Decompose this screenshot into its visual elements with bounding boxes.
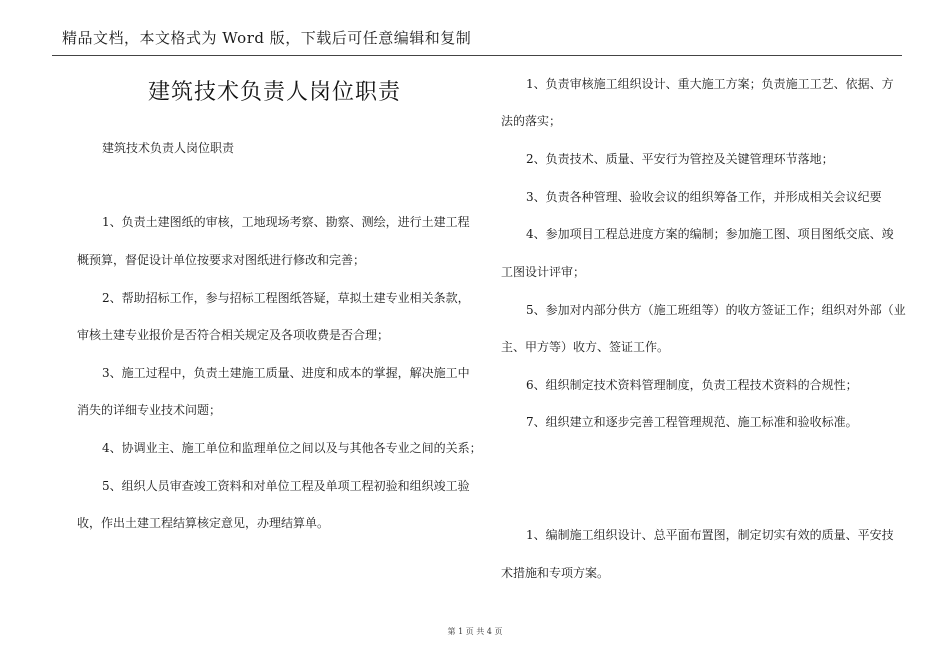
paragraph-line: 1、编制施工组织设计、总平面布置图，制定切实有效的质量、平安技 (526, 528, 894, 542)
paragraph-line: 主、甲方等）收方、签证工作。 (501, 340, 670, 354)
paragraph-line: 5、组织人员审查竣工资料和对单位工程及单项工程初验和组织竣工验 (102, 479, 470, 493)
paragraph-line: 工图设计评审； (501, 265, 586, 279)
paragraph-line: 7、组织建立和逐步完善工程管理规范、施工标准和验收标准。 (526, 415, 858, 429)
paragraph-line: 概预算，督促设计单位按要求对图纸进行修改和完善； (77, 253, 366, 267)
paragraph-line: 4、参加项目工程总进度方案的编制；参加施工图、项目图纸交底、竣 (526, 227, 894, 241)
document-subtitle: 建筑技术负责人岗位职责 (102, 141, 235, 155)
paragraph-line: 1、负责土建图纸的审核，工地现场考察、勘察、测绘，进行土建工程 (102, 215, 470, 229)
paragraph-line: 2、帮助招标工作，参与招标工程图纸答疑，草拟土建专业相关条款， (102, 291, 470, 305)
right-column (501, 0, 906, 672)
paragraph-line: 6、组织制定技术资料管理制度，负责工程技术资料的合规性； (526, 378, 858, 392)
paragraph-line: 2、负责技术、质量、平安行为管控及关键管理环节落地； (526, 152, 834, 166)
paragraph-line: 4、协调业主、施工单位和监理单位之间以及与其他各专业之间的关系； (102, 441, 482, 455)
page-number: 第 1 页 共 4 页 (447, 627, 503, 636)
paragraph-line: 3、施工过程中，负责土建施工质量、进度和成本的掌握，解决施工中 (102, 366, 470, 380)
paragraph-line: 法的落实； (501, 114, 562, 128)
paragraph-line: 消失的详细专业技术问题； (77, 403, 222, 417)
paragraph-line: 术措施和专项方案。 (501, 566, 610, 580)
paragraph-line: 3、负责各种管理、验收会议的组织筹备工作，并形成相关会议纪要 (526, 190, 882, 204)
paragraph-line: 收，作出土建工程结算核定意见，办理结算单。 (77, 516, 330, 530)
paragraph-line: 5、参加对内部分供方（施工班组等）的收方签证工作；组织对外部（业 (526, 303, 906, 317)
paragraph-line: 审核土建专业报价是否符合相关规定及各项收费是否合理； (77, 328, 390, 342)
paragraph-line: 1、负责审核施工组织设计、重大施工方案；负责施工工艺、依据、方 (526, 77, 894, 91)
document-title: 建筑技术负责人岗位职责 (148, 80, 402, 105)
page-header-text: 精品文档，本文格式为 Word 版，下载后可任意编辑和复制 (62, 29, 472, 47)
